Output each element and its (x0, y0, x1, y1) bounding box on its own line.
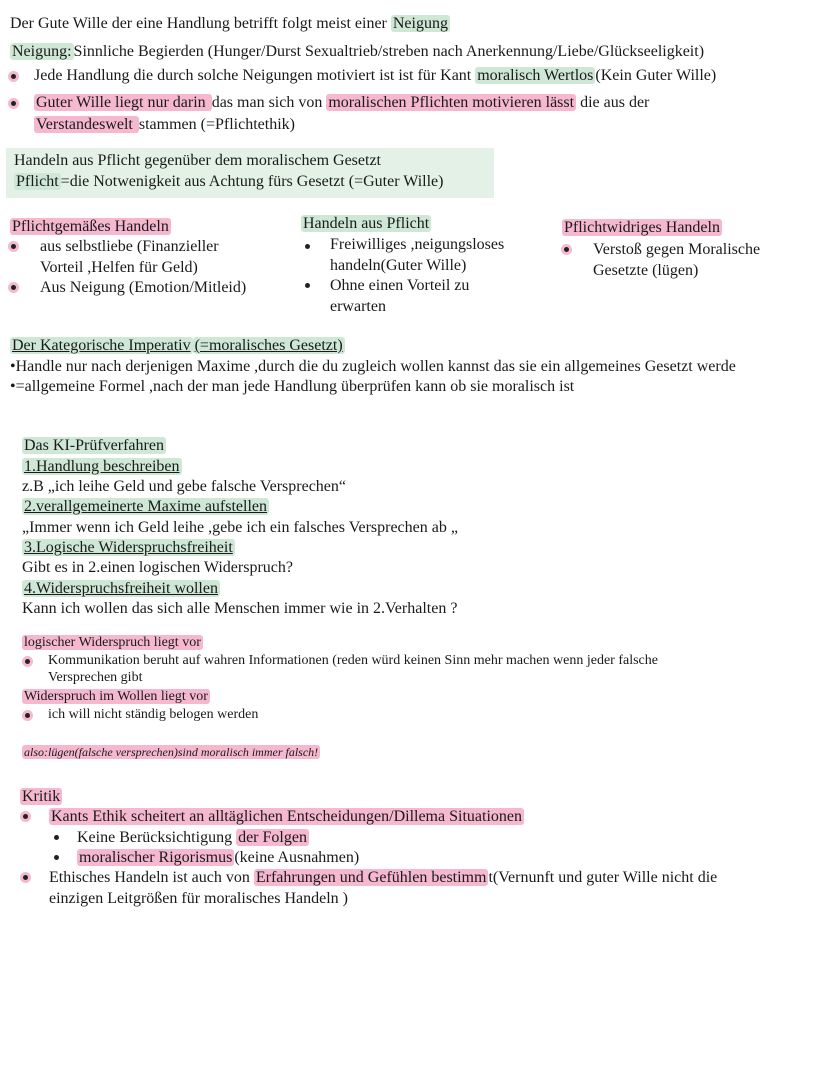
col1-item1: aus selbstliebe (Finanzieller (40, 238, 219, 255)
step3-text: Gibt es in 2.einen logischen Widerspruch? (22, 559, 293, 576)
bullet-icon (561, 244, 572, 255)
bullet-icon (305, 283, 310, 288)
will-contradiction-title: Widerspruch im Wollen liegt vor (24, 689, 208, 704)
kritik-sub1: Keine Berücksichtigung der Folgen (77, 829, 307, 846)
bullet-icon (8, 282, 19, 293)
col2-item1: Freiwilliges ,neigungsloses (330, 236, 505, 253)
logic-contradiction-item-line2: Versprechen gibt (48, 670, 143, 685)
bullet-guter-wille: Guter Wille liegt nur darin das man sich von moralischen Pflichten motivieren lässt die aus der (36, 94, 650, 111)
bullet-icon (54, 835, 59, 840)
pflicht-definition: Pflicht =die Notwenigkeit aus Achtung fürs Gesetzt (=Guter Wille) (16, 173, 444, 190)
step2-heading: 2.verallgemeinerte Maxime aufstellen (24, 498, 268, 515)
bullet-guter-wille-line2: Verstandeswelt stammen (=Pflichtethik) (36, 116, 295, 133)
step3-heading: 3.Logische Widerspruchsfreiheit (24, 539, 233, 556)
col2-title: Handeln aus Pflicht (303, 215, 430, 232)
bullet-icon (22, 710, 33, 721)
neigung-definition: Neigung: Sinnliche Begierden (Hunger/Durst Sexualtrieb/streben nach Anerkennung/Liebe/Glückseeligkeit) (12, 43, 705, 60)
kritik-item2-line2: einzigen Leitgrößen für moralisches Handeln ) (49, 890, 348, 907)
highlight-neigung: Neigung (392, 15, 448, 32)
logic-contradiction-item: Kommunikation beruht auf wahren Informationen (reden würd keinen Sinn mehr machen wenn jeder falsche (48, 653, 658, 668)
col2-item2-line2: erwarten (330, 298, 386, 315)
bullet-icon (8, 71, 19, 82)
col2-item1-line2: handeln(Guter Wille) (330, 257, 467, 274)
kritik-title: Kritik (22, 788, 61, 805)
col1-title: Pflichtgemäßes Handeln (12, 218, 169, 235)
col3-item1: Verstoß gegen Moralische (593, 241, 761, 258)
bullet-icon (22, 656, 33, 667)
pflicht-heading: Handeln aus Pflicht gegenüber dem moralischem Gesetzt (14, 152, 381, 169)
kritik-item1: Kants Ethik scheitert an alltäglichen Entscheidungen/Dillema Situationen (51, 808, 522, 825)
bullet-icon (8, 241, 19, 252)
ki-formula: •=allgemeine Formel ,nach der man jede Handlung überprüfen kann ob sie moralisch ist (10, 378, 575, 395)
step4-heading: 4.Widerspruchsfreiheit wollen (24, 580, 218, 597)
bullet-icon (8, 98, 19, 109)
col3-title: Pflichtwidriges Handeln (564, 219, 720, 236)
verfahren-title: Das KI-Prüfverfahren (24, 437, 164, 454)
kritik-sub2: moralischer Rigorismus (keine Ausnahmen) (79, 849, 360, 866)
kritik-item2: Ethisches Handeln ist auch von Erfahrungen und Gefühlen bestimm t(Vernunft und guter Wille nicht die (49, 869, 718, 886)
col3-item1-line2: Gesetzte (lügen) (593, 262, 699, 279)
bullet-icon (305, 244, 310, 249)
bullet-icon (20, 811, 31, 822)
step1-text: z.B „ich leihe Geld und gebe falsche Versprechen“ (22, 478, 347, 495)
conclusion: also:lügen(falsche versprechen)sind moralisch immer falsch! (24, 745, 319, 759)
will-contradiction-item: ich will nicht ständig belogen werden (48, 707, 259, 722)
bullet-wertlos: Jede Handlung die durch solche Neigungen motiviert ist ist für Kant moralisch Wertlos (Kein Guter Wille) (34, 67, 717, 84)
bullet-icon (54, 855, 59, 860)
step1-heading: 1.Handlung beschreiben (24, 458, 180, 475)
col1-item1-line2: Vorteil ,Helfen für Geld) (40, 259, 198, 276)
ki-title: Der Kategorische Imperativ (=moralisches Gesetzt) (12, 337, 343, 354)
step4-text: Kann ich wollen das sich alle Menschen immer wie in 2.Verhalten ? (22, 600, 458, 617)
bullet-icon (20, 872, 31, 883)
intro-line: Der Gute Wille der eine Handlung betrifft folgt meist einer Neigung (10, 15, 448, 32)
step2-text: „Immer wenn ich Geld leihe ,gebe ich ein falsches Versprechen ab „ (22, 519, 458, 536)
col1-item2: Aus Neigung (Emotion/Mitleid) (40, 279, 247, 296)
col2-item2: Ohne einen Vorteil zu (330, 277, 470, 294)
ki-rule: •Handle nur nach derjenigen Maxime ,durch die du zugleich wollen kannst das sie ein allgemeines Gesetzt werde (10, 358, 736, 375)
logic-contradiction-title: logischer Widerspruch liegt vor (24, 635, 201, 650)
